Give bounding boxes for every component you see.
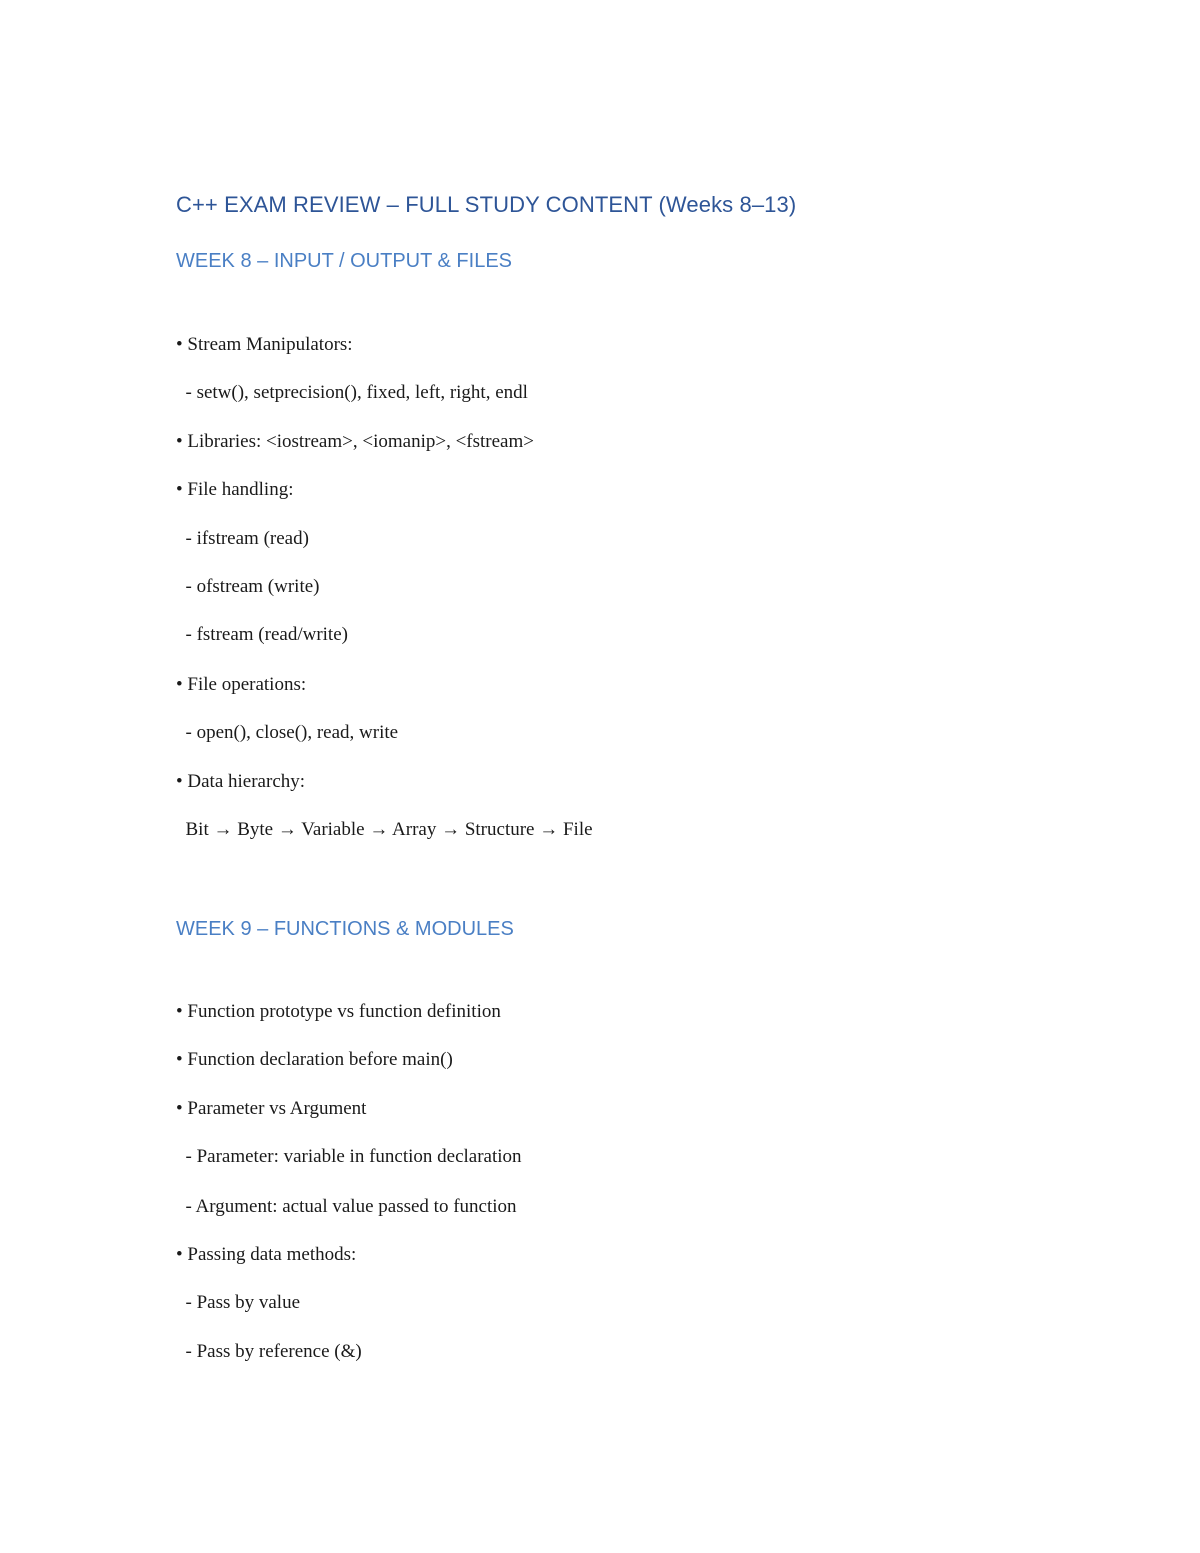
- list-item: - Pass by value: [176, 1292, 301, 1313]
- list-item: - Argument: actual value passed to function: [176, 1196, 517, 1217]
- list-item: • File handling:: [176, 479, 294, 500]
- list-item: • Libraries: <iostream>, <iomanip>, <fstream>: [176, 431, 534, 452]
- section-heading-week-9: WEEK 9 – FUNCTIONS & MODULES: [176, 918, 514, 940]
- list-item: Bit → Byte → Variable → Array → Structure → File: [176, 819, 593, 840]
- list-item: - setw(), setprecision(), fixed, left, right, endl: [176, 382, 528, 403]
- list-item: • Function declaration before main(): [176, 1049, 453, 1070]
- list-item: • Function prototype vs function definition: [176, 1001, 501, 1022]
- list-item: - ifstream (read): [176, 528, 309, 549]
- list-item: - Parameter: variable in function declaration: [176, 1146, 522, 1167]
- list-item: - open(), close(), read, write: [176, 722, 399, 743]
- list-item: • File operations:: [176, 674, 307, 695]
- list-item: - ofstream (write): [176, 576, 320, 597]
- list-item: • Passing data methods:: [176, 1244, 357, 1265]
- list-item: - Pass by reference (&): [176, 1341, 362, 1362]
- list-item: - fstream (read/write): [176, 624, 348, 645]
- list-item: • Stream Manipulators:: [176, 334, 353, 355]
- list-item: • Parameter vs Argument: [176, 1098, 367, 1119]
- section-heading-week-8: WEEK 8 – INPUT / OUTPUT & FILES: [176, 250, 513, 272]
- document-title: C++ EXAM REVIEW – FULL STUDY CONTENT (Weeks 8–13): [176, 192, 797, 217]
- list-item: • Data hierarchy:: [176, 771, 306, 792]
